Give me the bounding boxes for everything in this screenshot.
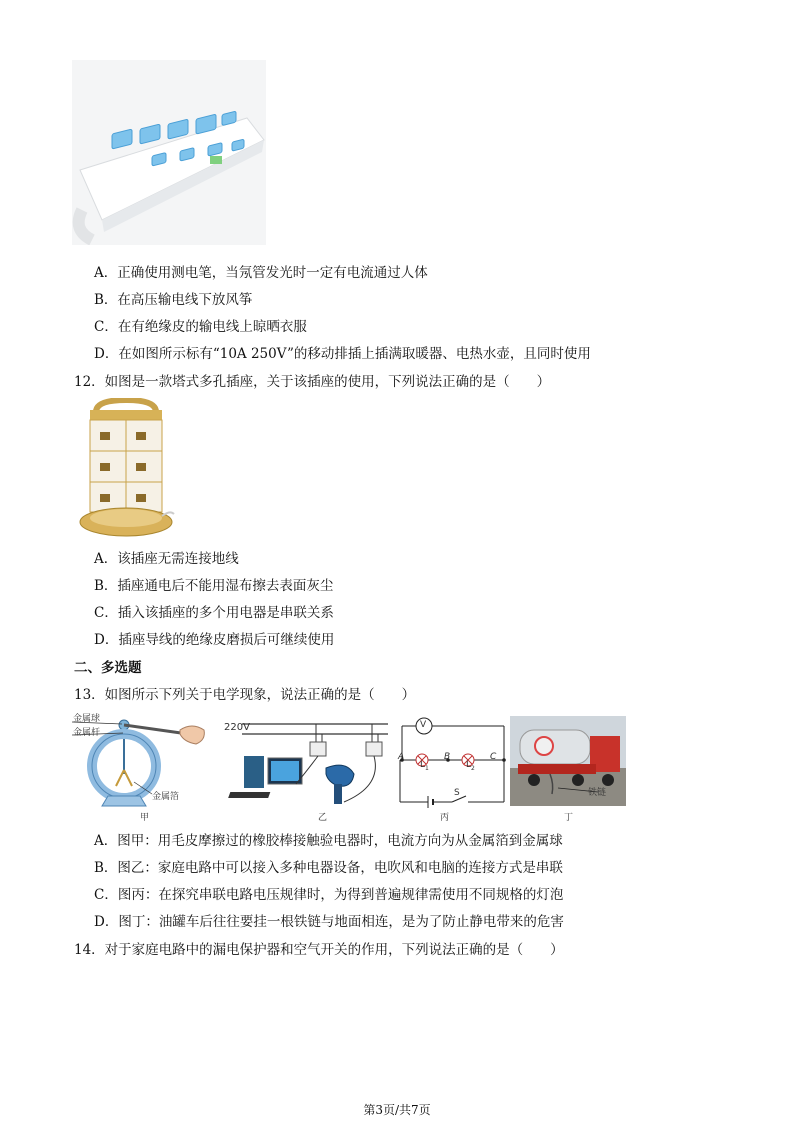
- label-metal-foil: 金属箔: [152, 792, 180, 802]
- q12-option-d: D．插座导线的绝缘皮磨损后可继续使用: [94, 632, 335, 648]
- q12-option-b: B．插座通电后不能用湿布擦去表面灰尘: [94, 578, 334, 594]
- q12-option-c: C．插入该插座的多个用电器是串联关系: [94, 605, 334, 621]
- q13-option-b: B．图乙：家庭电路中可以接入多种电器设备，电吹风和电脑的连接方式是串联: [94, 860, 563, 876]
- q13-option-a: A．图甲：用毛皮摩擦过的橡胶棒接触验电器时，电流方向为从金属箔到金属球: [94, 833, 563, 849]
- node-b-label: B: [444, 752, 451, 762]
- q12-option-a: A．该插座无需连接地线: [94, 551, 239, 567]
- node-a-label: A: [398, 752, 405, 762]
- node-c-label: C: [490, 752, 497, 762]
- caption-bing: 丙: [440, 813, 450, 823]
- lamp-l2-label: [466, 760, 475, 772]
- caption-jia: 甲: [140, 813, 150, 823]
- label-220v: 220V: [224, 722, 250, 733]
- caption-yi: 乙: [318, 813, 328, 823]
- q11-option-c: C．在有绝缘皮的输电线上晾晒衣服: [94, 319, 307, 335]
- q13-stem: 13．如图所示下列关于电学现象，说法正确的是（ ）: [74, 687, 416, 703]
- voltmeter-label: V: [420, 720, 427, 730]
- q11-option-a: A．正确使用测电笔，当氖管发光时一定有电流通过人体: [94, 265, 428, 281]
- q11-option-b: B．在高压输电线下放风筝: [94, 292, 253, 308]
- lamp-l2-subscript: 2: [471, 764, 475, 772]
- figure-bing-series-circuit: [392, 716, 508, 808]
- label-metal-rod: 金属杆: [73, 728, 101, 738]
- label-metal-ball: 金属球: [73, 714, 101, 724]
- label-chain: 铁链: [588, 788, 607, 798]
- page-footer: 第3页/共7页: [363, 1103, 431, 1117]
- power-strip-image: [72, 60, 266, 245]
- q13-option-d: D．图丁：油罐车后往往要挂一根铁链与地面相连，是为了防止静电带来的危害: [94, 914, 564, 930]
- caption-ding: 丁: [564, 813, 574, 823]
- section-heading: 二、多选题: [74, 660, 142, 676]
- q14-stem: 14．对于家庭电路中的漏电保护器和空气开关的作用，下列说法正确的是（ ）: [74, 942, 564, 958]
- q11-option-d: D．在如图所示标有“10A 250V”的移动排插上插满取暖器、电热水壶，且同时使用: [94, 346, 591, 362]
- figure-ding-tanker-truck: [510, 716, 626, 806]
- lamp-l1-label: [420, 760, 429, 772]
- lamp-l2-letter: L: [466, 760, 472, 770]
- switch-s-label: S: [454, 788, 460, 798]
- lamp-l1-subscript: 1: [425, 764, 429, 772]
- q13-option-c: C．图丙：在探究串联电路电压规律时，为得到普遍规律需使用不同规格的灯泡: [94, 887, 564, 903]
- tower-socket-image: [76, 398, 176, 540]
- lamp-l1-letter: L: [420, 760, 426, 770]
- q12-stem: 12．如图是一款塔式多孔插座，关于该插座的使用，下列说法正确的是（ ）: [74, 374, 551, 390]
